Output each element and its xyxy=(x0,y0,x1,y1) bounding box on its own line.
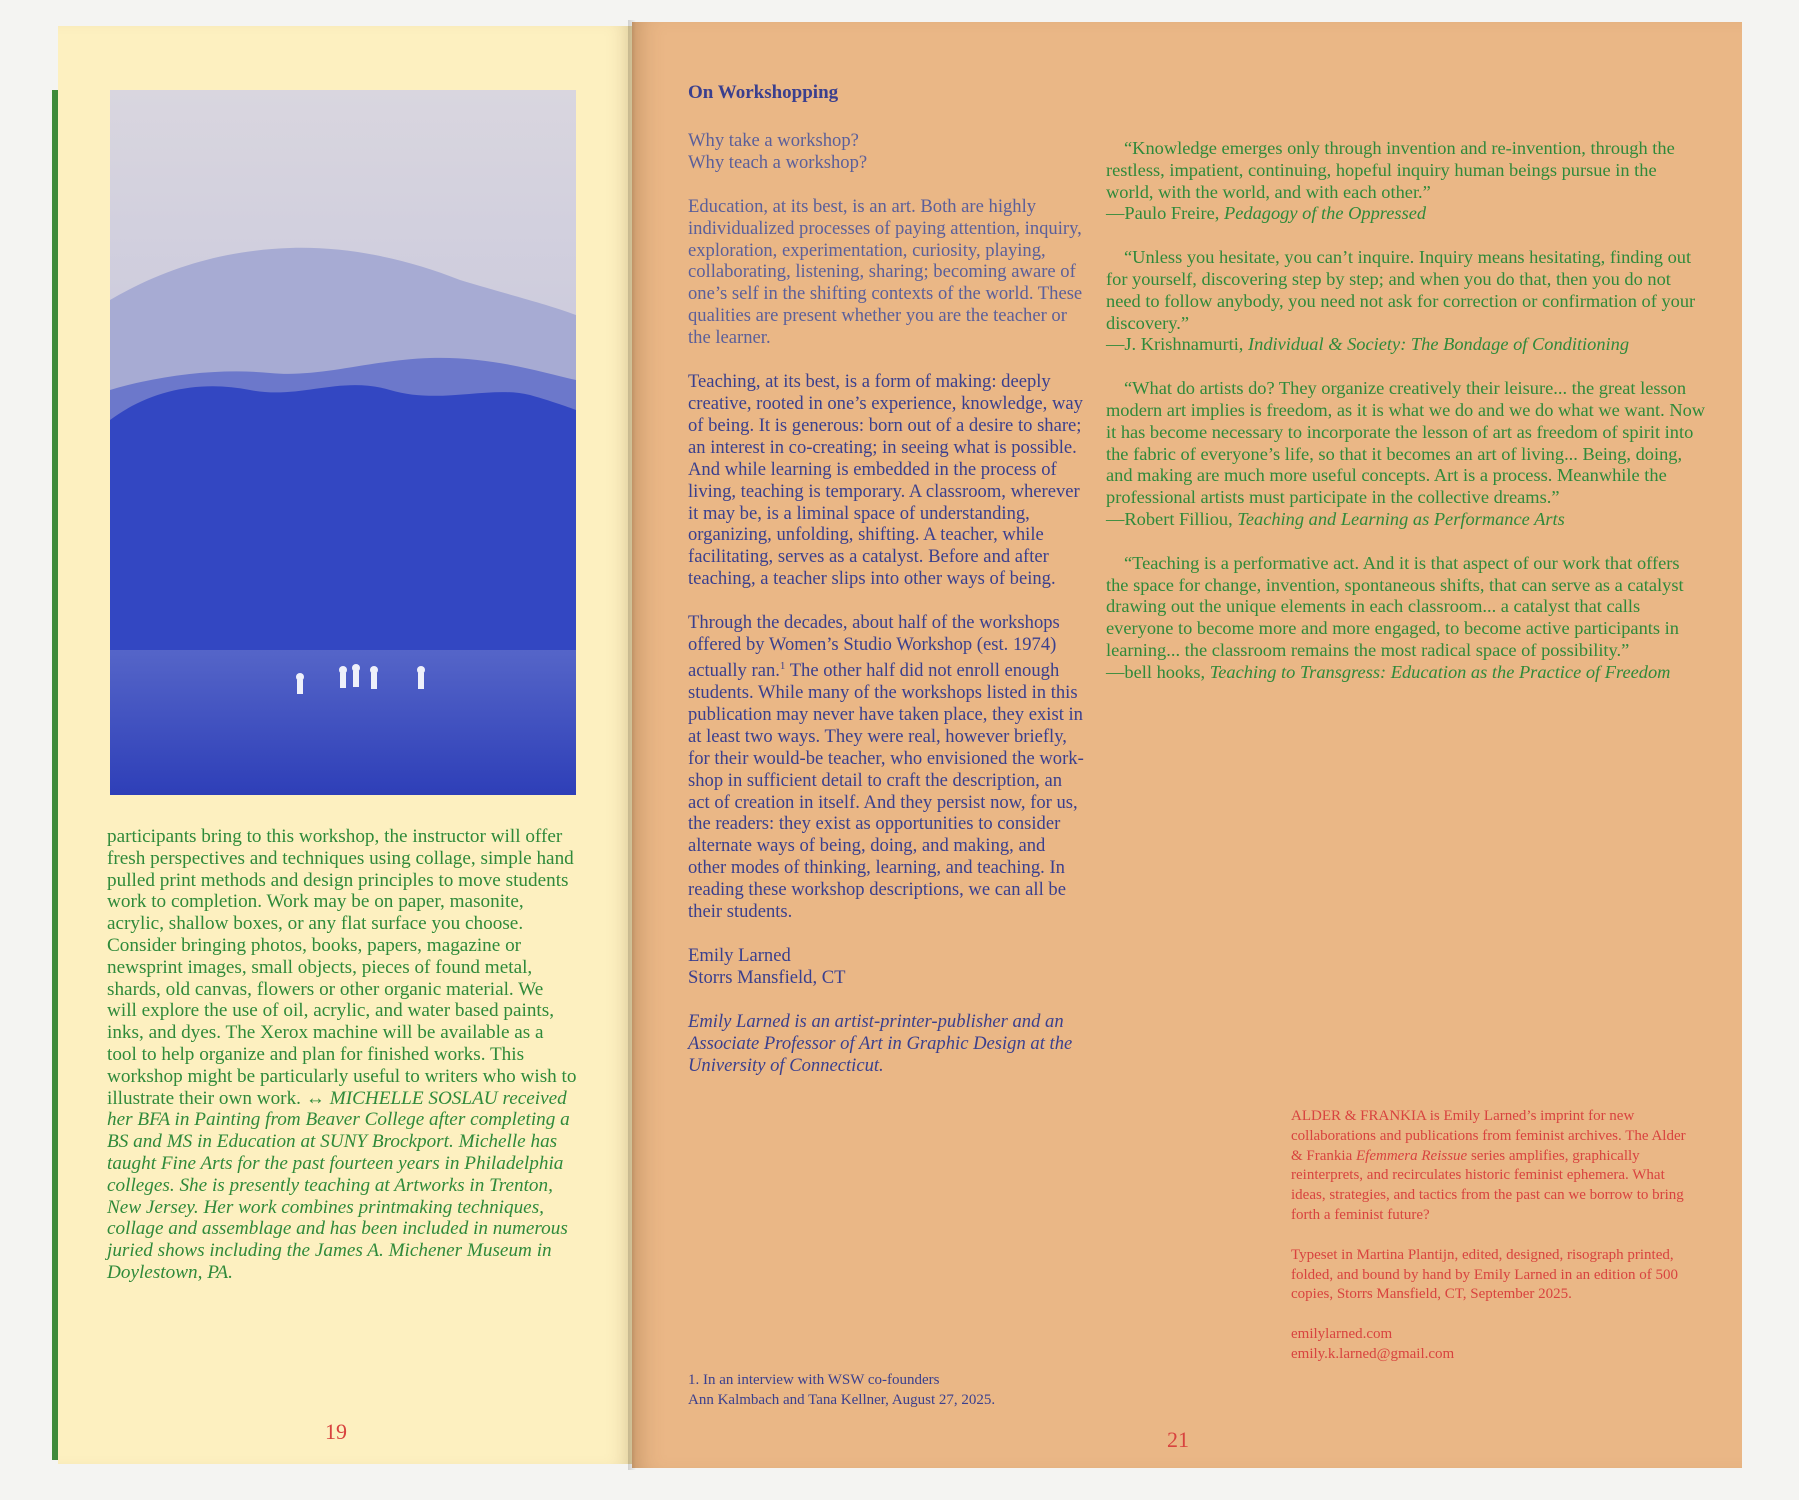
essay-paragraph-3-start: Through the decades, about half of the workshops offered by Women’s Studio Workshop (est. 1974) actually ran. xyxy=(688,612,1060,682)
essay-questions xyxy=(688,130,1088,174)
website-link[interactable]: emilylarned.com xyxy=(1291,1326,1393,1343)
workshop-description xyxy=(107,826,577,1284)
gutter-shadow xyxy=(628,20,636,1470)
essay-column xyxy=(688,82,1088,1099)
quote-text: “Unless you hesitate, you can’t inquire. Inquiry means hesitating, finding out for yourself, discovering step by step; and when you do that, then you do not need to follow anybody, you need not ask for correction or confirmation of your discovery.” xyxy=(1106,247,1696,333)
imprint-description xyxy=(1291,1107,1691,1226)
question-1: Why take a workshop? xyxy=(688,129,859,151)
question-2: Why teach a workshop? xyxy=(688,151,868,173)
essay-signature xyxy=(688,945,1088,989)
colophon xyxy=(1291,1107,1691,1385)
quote-block xyxy=(1106,378,1706,531)
risograph-landscape-photo xyxy=(110,90,576,795)
imprint-text-start: ALDER & FRANKIA is Emily Larned’s imprint for new collaborations and publications from feminist archives. The Alder & Frankia xyxy=(1291,1108,1686,1164)
footnote xyxy=(688,1370,1088,1410)
footnote-line-2: Ann Kalmbach and Tana Kellner, August 27, 2025. xyxy=(688,1392,996,1408)
quote-block xyxy=(1106,553,1706,684)
quote-author: —Paulo Freire, xyxy=(1106,203,1224,224)
double-arrow-icon: ↔ xyxy=(305,1087,325,1109)
page-number-right: 21 xyxy=(1167,1427,1189,1452)
imprint-text-end: series amplifies, graphically reinterprets, and recirculates historic feminist ephemera. What ideas, strategies, and tactics from the past can we borrow to bring forth a feminist future? xyxy=(1291,1147,1684,1223)
quote-block xyxy=(1106,138,1706,225)
contact-info xyxy=(1291,1325,1691,1365)
quote-text: “What do artists do? They organize creatively their leisure... the great lesson modern art implies is freedom, as it is what we do and we do what we want. Now it has become necessary to incorporate the lesson of art as freedom of spirit into the fabric of everyone’s life, so that it becomes an art of living... Being, doing, and making are much more useful concepts. Art is a process. Meanwhile the professional artists must participate in the collective dreams.” xyxy=(1106,378,1706,508)
footnote-marker: 1 xyxy=(779,659,786,672)
quote-author: —Robert Filliou, xyxy=(1106,508,1238,529)
quote-source-title: Pedagogy of the Oppressed xyxy=(1224,203,1427,224)
essay-title: On Workshopping xyxy=(688,82,839,103)
instructor-bio: MICHELLE SOSLAU received her BFA in Painting from Beaver College after completing a BS and MS in Education at SUNY Brockport. Michelle has taught Fine Arts for the past fourteen years in Philadelphia colleges. She is presently teaching at Artworks in Trenton, New Jersey. Her work combines printmaking techniques, collage and assemblage and has been included in numerous juried shows including the James A. Michener Museum in Doylestown, PA. xyxy=(107,1087,570,1283)
footnote-line-1: 1. In an interview with WSW co-founders xyxy=(688,1372,940,1388)
email-link[interactable]: emily.k.larned@gmail.com xyxy=(1291,1345,1455,1362)
series-name: Efemmera Reissue xyxy=(1356,1147,1468,1164)
essay-paragraph-3-end: The other half did not enroll enough students. While many of the workshops listed in this publication may never have taken place, they exist in at least two ways. They were real, however briefly, for their would-be teacher, who envisioned the work-shop in sufficient detail to craft the description, an act of creation in itself. And they persist now, for us, the readers: they exist as opportunities to consider alternate ways of being, doing, and making, and other modes of thinking, learning, and teaching. In reading these workshop descriptions, we can all be their students. xyxy=(688,660,1084,923)
signature-place: Storrs Mansfield, CT xyxy=(688,966,846,988)
essay-paragraph-1: Education, at its best, is an art. Both are highly individualized processes of paying attention, inquiry, exploration, experimentation, curiosity, playing, collaborating, listening, sharing; becoming aware of one’s self in the shifting contexts of the world. These qualities are present whether you are the teacher or the learner. xyxy=(688,195,1083,349)
signature-name: Emily Larned xyxy=(688,945,791,966)
essay-paragraph-2: Teaching, at its best, is a form of making: deeply creative, rooted in one’s experience, knowledge, way of being. It is generous: born out of a desire to share; an interest in co-creating; in seeing what is possible. And while learning is embedded in the process of living, teaching is temporary. A classroom, wherever it may be, is a liminal space of understanding, organizing, unfolding, shifting. A teacher, while facilitating, serves as a catalyst. Before and after teaching, a teacher slips into other ways of being. xyxy=(688,371,1083,590)
production-notes: Typeset in Martina Plantijn, edited, designed, risograph printed, folded, and bound by hand by Emily Larned in an edition of 500 copies, Storrs Mansfield, CT, September 2025. xyxy=(1291,1246,1679,1303)
workshop-body-text: participants bring to this workshop, the instructor will offer fresh perspectives and techniques using collage, simple hand pulled print methods and design principles to move students work to completion. Work may be on paper, masonite, acrylic, shallow boxes, or any flat surface you choose. Consider bringing photos, books, papers, magazine or newsprint images, small objects, pieces of found metal, shards, old canvas, flowers or other organic material. We will explore the use of oil, acrylic, and water based paints, inks, and dyes. The Xerox machine will be available as a tool to help organize and plan for finished works. This workshop might be particularly useful to writers who wish to illustrate their own work. xyxy=(107,826,577,1109)
essay-paragraph-3 xyxy=(688,612,1088,923)
quote-source-title: Teaching to Transgress: Education as the Practice of Freedom xyxy=(1209,661,1671,682)
quote-source-title: Individual & Society: The Bondage of Conditioning xyxy=(1248,334,1630,355)
quote-text: “Knowledge emerges only through invention and re-invention, through the restless, impatient, continuing, hopeful inquiry human beings pursue in the world, with the world, and with each other.” xyxy=(1106,138,1675,202)
quote-text: “Teaching is a performative act. And it is that aspect of our work that offers the space for change, invention, spontaneous shifts, that can serve as a catalyst drawing out the unique elements in each classroom... a catalyst that calls everyone to become more and more engaged, to become active participants in learning... the classroom remains the most radical space of possibility.” xyxy=(1106,552,1684,660)
quote-author: —J. Krishnamurti, xyxy=(1106,334,1249,355)
page-number-left: 19 xyxy=(325,1419,347,1444)
quotes-column xyxy=(1106,138,1706,706)
quote-source-title: Teaching and Learning as Performance Arts xyxy=(1237,508,1565,529)
quote-block xyxy=(1106,247,1706,356)
author-bio: Emily Larned is an artist-printer-publisher and an Associate Professor of Art in Graphic Design at the University of Connecticut. xyxy=(688,1010,1073,1076)
quote-author: —bell hooks, xyxy=(1106,661,1210,682)
